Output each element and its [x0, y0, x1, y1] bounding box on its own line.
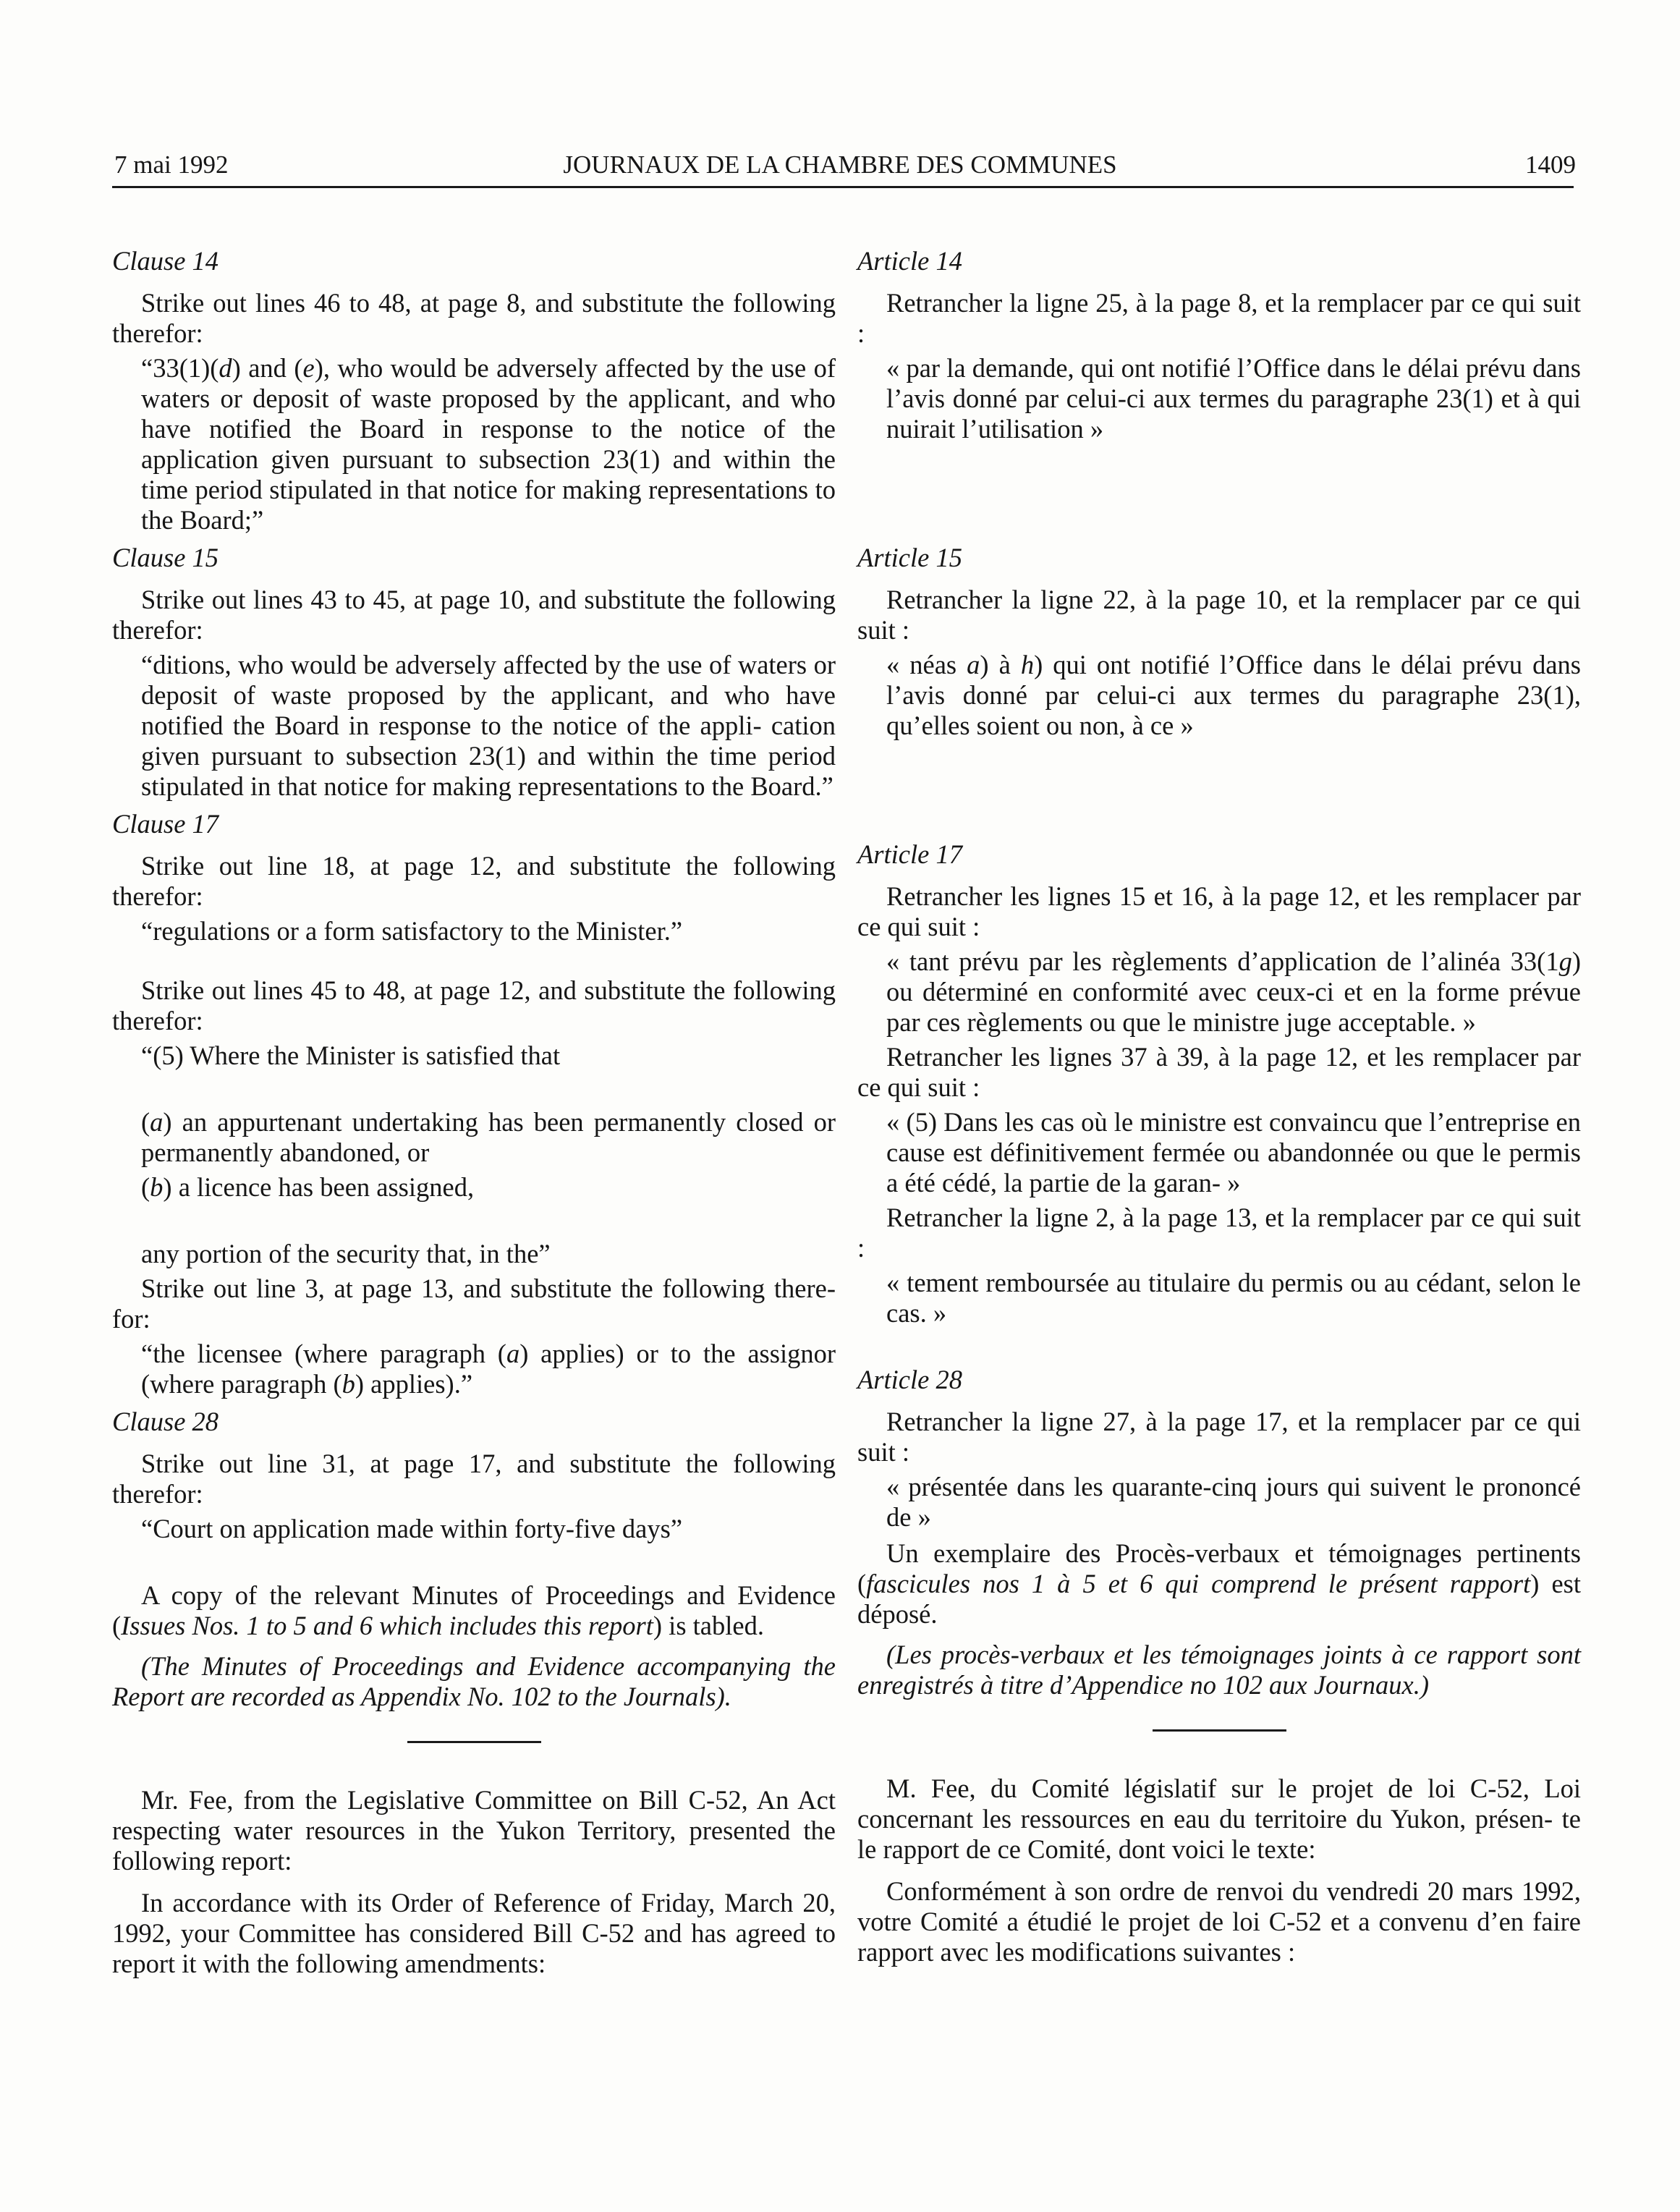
appendix-note: (The Minutes of Proceedings and Evidence accompanying the Report are recorded as Appendix No. 102 to the Journals). [112, 1651, 836, 1711]
clause-17-quote-2: “(5) Where the Minister is satisfied that [141, 1041, 561, 1070]
article-17-instruction-3: Retrancher la ligne 2, à la page 13, et la remplacer par ce qui suit : [857, 1203, 1581, 1263]
clause-17-quote-3: “the licensee (where paragraph (a) applies) or to the assignor (where paragraph (b) applies).” [141, 1339, 836, 1399]
section-separator [407, 1741, 541, 1743]
clause-15-instruction: Strike out lines 43 to 45, at page 10, and substitute the following therefor: [112, 585, 836, 645]
page-number: 1409 [1525, 151, 1576, 179]
article-17-instruction-1: Retrancher les lignes 15 et 16, à la page 12, et les remplacer par ce qui suit : [857, 881, 1581, 941]
article-17-quote-1: « tant prévu par les règlements d’application de l’alinéa 33(1g) ou déterminé en conformité avec ceux-ci et en la forme prévue par ces règlements ou que le ministre juge acceptable. » [886, 946, 1581, 1037]
clause-17-instruction-3: Strike out line 3, at page 13, and substitute the following there- for: [112, 1274, 836, 1334]
article-15-instruction: Retrancher la ligne 22, à la page 10, et la remplacer par ce qui suit : [857, 585, 1581, 645]
clause-17-heading: Clause 17 [112, 809, 219, 839]
article-17-instruction-2: Retrancher les lignes 37 à 39, à la page 12, et les remplacer par ce qui suit : [857, 1042, 1581, 1102]
article-14-instruction: Retrancher la ligne 25, à la page 8, et la remplacer par ce qui suit : [857, 288, 1581, 348]
clause-15-quote: “ditions, who would be adversely affected by the use of waters or deposit of waste proposed by the applicant, and who have notified the Board in response to the notice of the appli- cation given pursuant to subsection 23(1) and within the time period stipulated in that notice for making representations to the Board.” [141, 650, 836, 801]
clause-17-item-a: (a) an appurtenant undertaking has been permanently closed or permanently abandoned, or [141, 1107, 836, 1167]
french-column [857, 246, 1581, 1967]
header-date: 7 mai 1992 [114, 151, 229, 179]
clause-17-instruction-1: Strike out line 18, at page 12, and substitute the following therefor: [112, 851, 836, 911]
article-14-quote: « par la demande, qui ont notifié l’Office dans le délai prévu dans l’avis donné par celui-ci aux termes du paragraphe 23(1) et à qui nuirait l’utilisation » [886, 353, 1581, 444]
fee-report-intro: Mr. Fee, from the Legislative Committee on Bill C-52, An Act respecting water resources in the Yukon Territory, presented the following report: [112, 1785, 836, 1876]
ordre-de-renvoi: Conformément à son ordre de renvoi du vendredi 20 mars 1992, votre Comité a étudié le projet de loi C-52 et a convenu d’en faire rapport avec les modifications suivantes : [857, 1876, 1581, 1967]
article-15-heading: Article 15 [857, 543, 962, 572]
article-15-quote: « néas a) à h) qui ont notifié l’Office dans le délai prévu dans l’avis donné par celui-ci aux termes du paragraphe 23(1), qu’elles soient ou non, à ce » [886, 650, 1582, 740]
clause-17-item-b: (b) a licence has been assigned, [141, 1172, 475, 1202]
article-17-quote-3: « tement remboursée au titulaire du permis ou au cédant, selon le cas. » [886, 1268, 1581, 1328]
proces-verbaux-depose: Un exemplaire des Procès-verbaux et témoignages pertinents (fascicules nos 1 à 5 et 6 qui comprend le présent rapport) est déposé. [857, 1538, 1581, 1629]
article-28-heading: Article 28 [857, 1365, 962, 1394]
header-rule [112, 186, 1574, 188]
article-28-instruction: Retrancher la ligne 27, à la page 17, et la remplacer par ce qui suit : [857, 1407, 1581, 1467]
clause-28-instruction: Strike out line 31, at page 17, and substitute the following therefor: [112, 1449, 836, 1509]
clause-17-quote-1: “regulations or a form satisfactory to the Minister.” [141, 916, 683, 946]
clause-14-quote: “33(1)(d) and (e), who would be adversely affected by the use of waters or deposit of waste proposed by the applicant, and who have notified the Board in response to the notice of the application given pursuant to subsection 23(1) and within the time period stipulated in that notice for making representations to the Board;” [141, 353, 836, 535]
clause-14-instruction: Strike out lines 46 to 48, at page 8, and substitute the following therefor: [112, 288, 836, 348]
english-column [112, 246, 836, 1979]
article-28-quote: « présentée dans les quarante-cinq jours qui suivent le prononcé de » [886, 1472, 1581, 1532]
clause-15-heading: Clause 15 [112, 543, 219, 572]
clause-14-heading: Clause 14 [112, 246, 219, 276]
article-14-heading: Article 14 [857, 246, 962, 276]
minutes-copy-tabled: A copy of the relevant Minutes of Proceedings and Evidence (Issues Nos. 1 to 5 and 6 which includes this report) is tabled. [112, 1580, 836, 1640]
article-17-heading: Article 17 [857, 839, 962, 869]
article-17-quote-2: « (5) Dans les cas où le ministre est convaincu que l’entreprise en cause est définitivement fermée ou abandonnée ou que le permis a été cédé, la partie de la garan- » [886, 1107, 1581, 1198]
appendice-note: (Les procès-verbaux et les témoignages joints à ce rapport sont enregistrés à titre d’Appendice no 102 aux Journaux.) [857, 1640, 1581, 1700]
clause-28-quote: “Court on application made within forty-five days” [141, 1514, 683, 1543]
fee-rapport-intro: M. Fee, du Comité législatif sur le projet de loi C-52, Loi concernant les ressources en eau du territoire du Yukon, présen- te le rapport de ce Comité, dont voici le texte: [857, 1774, 1581, 1864]
section-separator-fr [1153, 1729, 1286, 1732]
order-of-reference: In accordance with its Order of Reference of Friday, March 20, 1992, your Committee has considered Bill C-52 and has agreed to report it with the following amendments: [112, 1888, 836, 1978]
clause-28-heading: Clause 28 [112, 1407, 219, 1436]
clause-17-instruction-2: Strike out lines 45 to 48, at page 12, and substitute the following therefor: [112, 975, 836, 1035]
clause-17-any-portion: any portion of the security that, in the” [141, 1239, 551, 1268]
header-title: JOURNAUX DE LA CHAMBRE DES COMMUNES [563, 151, 1117, 179]
